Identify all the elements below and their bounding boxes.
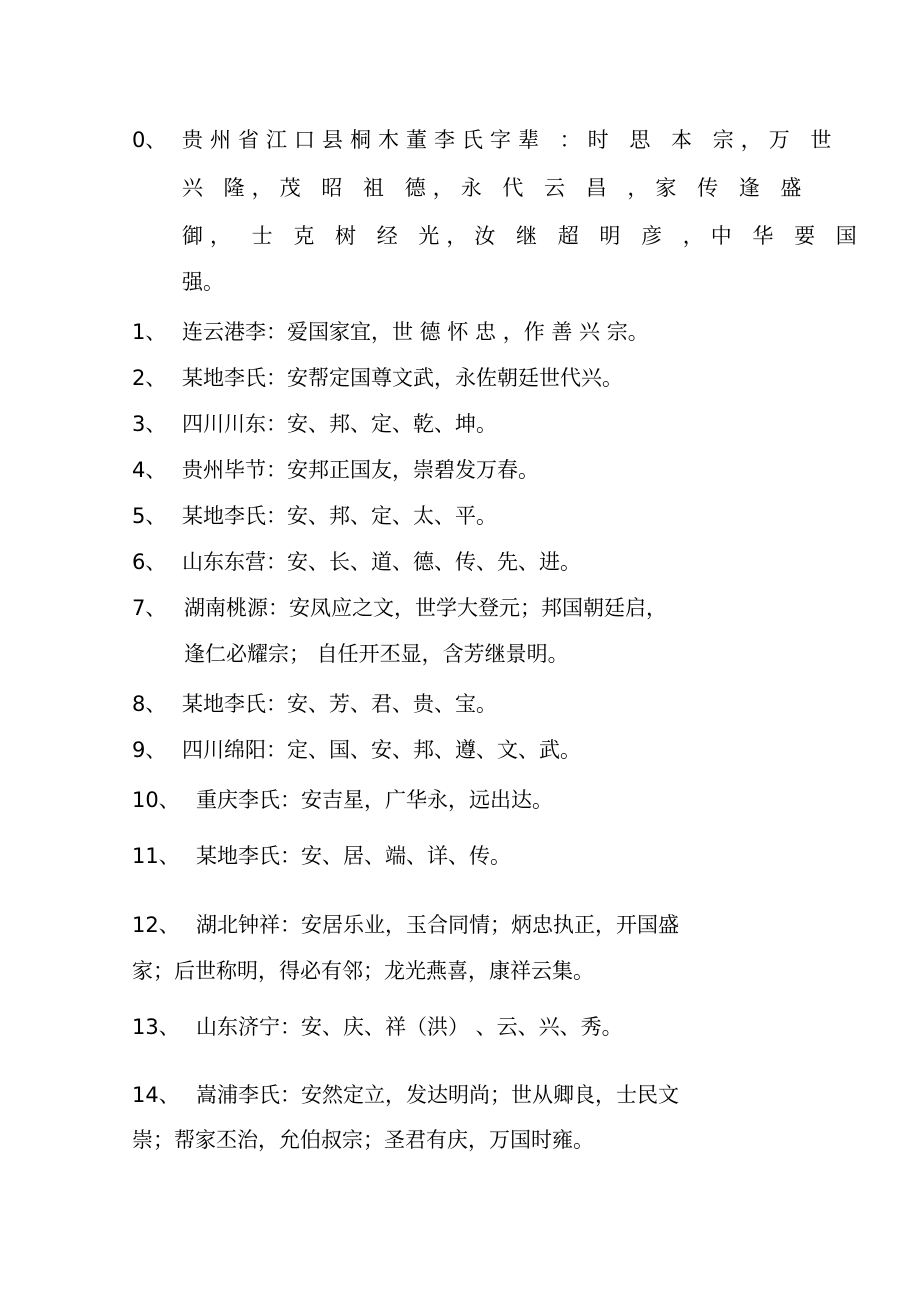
item-number: 7、: [132, 596, 167, 620]
item-text: 崇；帮家丕治，允伯叔宗；圣君有庆，万国时雍。: [132, 1128, 594, 1152]
item-text: 贵州省江口县桐木董李氏字辈 ：时 思 本 宗，万 世: [182, 128, 839, 152]
item-text: 四川绵阳：定、国、安、邦、遵、文、武。: [182, 738, 581, 762]
item-text: 兴 隆，茂 昭 祖 德，永 代 云 昌 ，家 传 逢 盛: [182, 176, 809, 200]
item-number: 12、: [132, 913, 180, 937]
item-number: 8、: [132, 692, 167, 716]
item-number: 9、: [132, 738, 167, 762]
item-text: 某地李氏：安帮定国尊文武，永佐朝廷世代兴。: [182, 366, 623, 390]
item-number: 4、: [132, 458, 167, 482]
item-number: 2、: [132, 366, 167, 390]
item-number: 10、: [132, 788, 180, 812]
item-text: 山东东营：安、长、道、德、传、先、进。: [182, 550, 581, 574]
item-text: 山东济宁：安、庆、祥（洪） 、云、兴、秀。: [196, 1015, 623, 1039]
item-text: 贵州毕节：安邦正国友，崇碧发万春。: [182, 458, 539, 482]
item-text: 家；后世称明，得必有邻；龙光燕喜，康祥云集。: [132, 959, 594, 983]
item-number: 5、: [132, 504, 167, 528]
item-text: 逢仁必耀宗； 自任开丕显，含芳继景明。: [184, 642, 569, 666]
item-text: 重庆李氏：安吉星，广华永，远出达。: [196, 788, 553, 812]
item-text: 某地李氏：安、居、端、详、传。: [196, 844, 511, 868]
item-text: 湖北钟祥：安居乐业，玉合同情；炳忠执正，开国盛: [196, 913, 679, 937]
item-text: 嵩浦李氏：安然定立，发达明尚；世从卿良，士民文: [196, 1083, 679, 1107]
item-text: 连云港李：爱国家宜，世 德 怀 忠 ，作 善 兴 宗。: [182, 320, 649, 344]
item-number: 6、: [132, 550, 167, 574]
item-number: 0、: [132, 128, 167, 152]
item-number: 14、: [132, 1083, 180, 1107]
item-number: 1、: [132, 320, 167, 344]
item-text: 某地李氏：安、邦、定、太、平。: [182, 504, 497, 528]
item-text: 强。: [182, 270, 224, 294]
item-text: 湖南桃源：安凤应之文，世学大登元；邦国朝廷启，: [184, 596, 667, 620]
item-text: 四川川东：安、邦、定、乾、坤。: [182, 412, 497, 436]
item-text: 御， 士 克 树 经 光，汝 继 超 明 彦 ，中 华 要 国: [182, 224, 864, 248]
item-text: 某地李氏：安、芳、君、贵、宝。: [182, 692, 497, 716]
item-number: 13、: [132, 1015, 180, 1039]
item-number: 11、: [132, 844, 180, 868]
item-number: 3、: [132, 412, 167, 436]
